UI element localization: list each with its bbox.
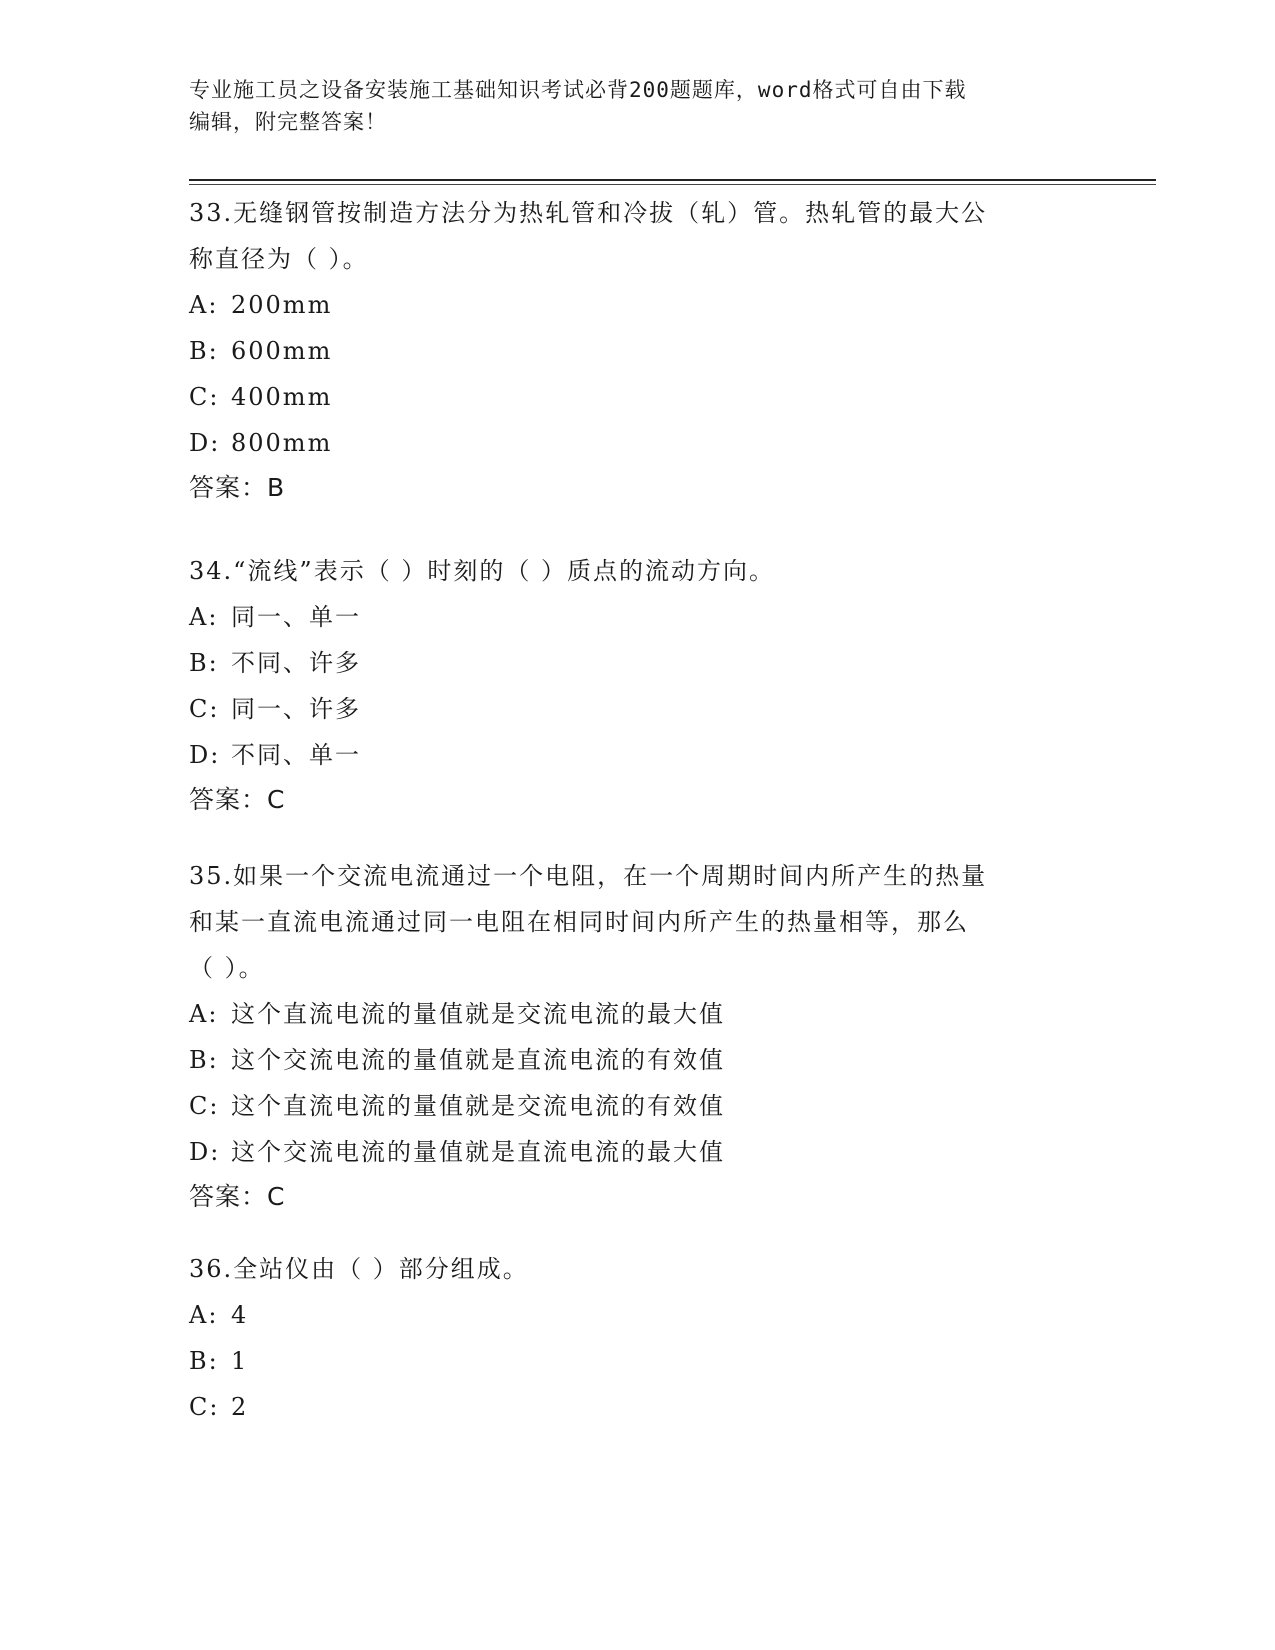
option-text: 这个直流电流的量值就是交流电流的有效值 [231, 1092, 725, 1120]
option-text: 200mm [231, 291, 333, 319]
option-label: A: [189, 1301, 219, 1329]
option-label: D: [189, 1138, 221, 1166]
option-text: 这个直流电流的量值就是交流电流的最大值 [231, 1000, 725, 1028]
option-label: A: [189, 603, 219, 631]
option-a [189, 594, 1089, 640]
option-text: 2 [231, 1393, 249, 1421]
option-a [189, 282, 1089, 328]
header-divider-thick [189, 179, 1156, 181]
option-d [189, 732, 1089, 778]
option-b [189, 1338, 1089, 1384]
option-label: C: [189, 383, 220, 411]
option-text: 同一、许多 [231, 695, 361, 723]
option-text: 这个交流电流的量值就是直流电流的最大值 [231, 1138, 725, 1166]
option-label: D: [189, 429, 221, 457]
option-text: 400mm [231, 383, 333, 411]
option-label: C: [189, 695, 220, 723]
question-stem-line: 33.无缝钢管按制造方法分为热轧管和冷拔（轧）管。热轧管的最大公 [189, 199, 988, 227]
option-text: 600mm [231, 337, 333, 365]
option-label: C: [189, 1393, 220, 1421]
question-stem [189, 853, 1089, 991]
header-line-2: 编辑，附完整答案！ [189, 110, 387, 134]
question-stem [189, 1246, 1089, 1292]
option-c [189, 374, 1089, 420]
answer: 答案：B [189, 473, 286, 502]
question-stem-line: 和某一直流电流通过同一电阻在相同时间内所产生的热量相等，那么 [189, 908, 969, 936]
option-c [189, 1083, 1089, 1129]
option-text: 不同、单一 [231, 741, 361, 769]
option-d [189, 420, 1089, 466]
header-line-1: 专业施工员之设备安装施工基础知识考试必背200题题库，word格式可自由下载 [189, 78, 967, 102]
option-label: B: [189, 1046, 219, 1074]
answer: 答案：C [189, 785, 286, 814]
question-stem [189, 548, 1089, 594]
option-label: A: [189, 1000, 219, 1028]
question-stem-line: 35.如果一个交流电流通过一个电阻，在一个周期时间内所产生的热量 [189, 862, 988, 890]
header-divider-thin [189, 184, 1156, 185]
option-label: C: [189, 1092, 220, 1120]
option-b [189, 1037, 1089, 1083]
option-b [189, 640, 1089, 686]
option-text: 不同、许多 [231, 649, 361, 677]
option-text: 这个交流电流的量值就是直流电流的有效值 [231, 1046, 725, 1074]
option-label: B: [189, 337, 219, 365]
option-c [189, 686, 1089, 732]
option-text: 4 [231, 1301, 249, 1329]
question-stem [189, 190, 1089, 282]
question-stem-line: 称直径为（ ）。 [189, 245, 369, 273]
option-a [189, 991, 1089, 1037]
option-a [189, 1292, 1089, 1338]
question-34 [189, 548, 1089, 822]
option-label: B: [189, 649, 219, 677]
question-36 [189, 1246, 1089, 1430]
option-text: 同一、单一 [231, 603, 361, 631]
option-label: A: [189, 291, 219, 319]
question-stem-line: 34.“流线”表示（ ）时刻的（ ）质点的流动方向。 [189, 557, 775, 585]
option-label: B: [189, 1347, 219, 1375]
question-stem-line: 36.全站仪由（ ）部分组成。 [189, 1255, 529, 1283]
option-d [189, 1129, 1089, 1175]
question-33 [189, 190, 1089, 510]
option-text: 1 [231, 1347, 249, 1375]
option-label: D: [189, 741, 221, 769]
document-header [189, 74, 1069, 138]
question-35 [189, 853, 1089, 1219]
option-b [189, 328, 1089, 374]
option-text: 800mm [231, 429, 333, 457]
option-c [189, 1384, 1089, 1430]
answer: 答案：C [189, 1182, 286, 1211]
question-stem-line: （ ）。 [189, 954, 265, 982]
